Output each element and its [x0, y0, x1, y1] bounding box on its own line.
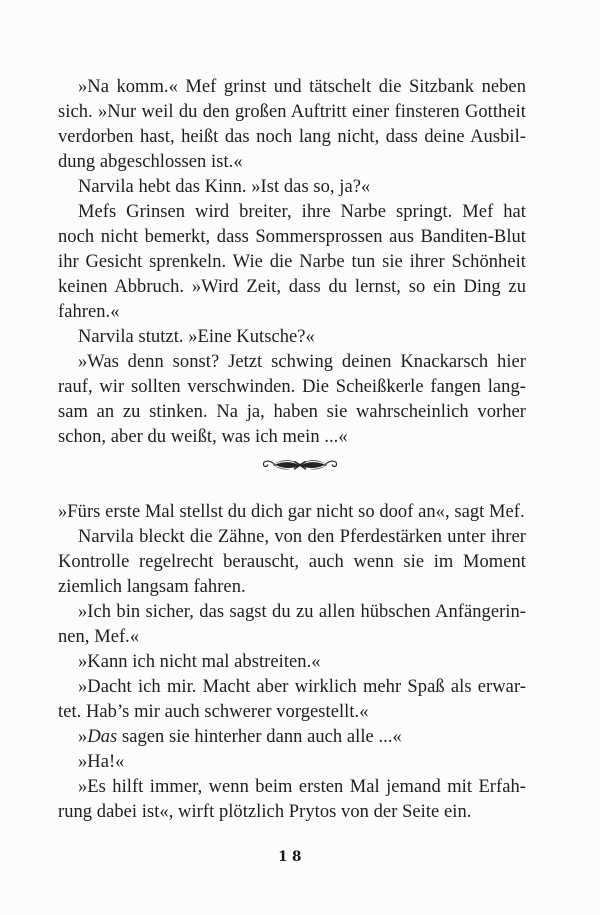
text-section-top [58, 75, 526, 450]
paragraph [58, 600, 526, 650]
paragraph [58, 725, 526, 750]
text-line: Narvila hebt das Kinn. »Ist das so, ja?« [78, 177, 371, 197]
text-line: schon, aber du weißt, was ich mein ...« [58, 427, 348, 447]
paragraph [58, 500, 526, 525]
paragraph [58, 350, 526, 450]
text-line [58, 725, 526, 750]
text-line: Kontrolle regelrecht berauscht, auch wenn sie im Moment [58, 552, 526, 572]
text-line: noch nicht bemerkt, dass Sommersprossen aus Banditen-Blut [58, 227, 526, 247]
text-line: ziemlich langsam fahren. [58, 577, 246, 597]
paragraph [58, 675, 526, 725]
text-section-bottom [58, 500, 526, 825]
text-line: sam an zu stinken. Na ja, haben sie wahrscheinlich vorher [58, 402, 526, 422]
text-line: ihr Gesicht sprenkeln. Wie die Narbe tun sie ihrer Schönheit [58, 252, 526, 272]
text-line: »Ha!« [78, 752, 125, 772]
section-divider [0, 452, 600, 482]
text-line: keinen Abbruch. »Wird Zeit, dass du lernst, so ein Ding zu [58, 277, 526, 297]
text-line: »Kann ich nicht mal abstreiten.« [78, 652, 321, 672]
text-line: fahren.« [58, 302, 120, 322]
text-line: nen, Mef.« [58, 627, 140, 647]
paragraph [58, 525, 526, 600]
text-segment: » [78, 727, 88, 747]
page-number: 18 [278, 849, 306, 865]
emphasized-text: Das [87, 727, 118, 747]
text-line: »Na komm.« Mef grinst und tätschelt die Sitzbank neben [78, 77, 526, 97]
text-line: verdorben hast, heißt das noch lang nicht, dass deine Ausbil- [58, 127, 526, 147]
paragraph [58, 750, 526, 775]
calligraphic-flourish-icon [260, 452, 340, 478]
text-segment: sagen sie hinterher dann auch alle ...« [117, 727, 402, 747]
paragraph [58, 325, 526, 350]
text-line: tet. Hab’s mir auch schwerer vorgestellt.« [58, 702, 369, 722]
paragraph [58, 650, 526, 675]
text-line: »Fürs erste Mal stellst du dich gar nicht so doof an«, sagt Mef. [58, 502, 525, 522]
text-line: »Ich bin sicher, das sagst du zu allen hübschen Anfängerin- [78, 602, 526, 622]
paragraph [58, 775, 526, 825]
paragraph [58, 75, 526, 175]
text-line: »Es hilft immer, wenn beim ersten Mal jemand mit Erfah- [78, 777, 526, 797]
text-line: »Dacht ich mir. Macht aber wirklich mehr Spaß als erwar- [78, 677, 526, 697]
text-line: Mefs Grinsen wird breiter, ihre Narbe springt. Mef hat [78, 202, 526, 222]
text-line: Narvila bleckt die Zähne, von den Pferdestärken unter ihrer [78, 527, 526, 547]
text-line: rung dabei ist«, wirft plötzlich Prytos von der Seite ein. [58, 802, 472, 822]
text-line: Narvila stutzt. »Eine Kutsche?« [78, 327, 315, 347]
text-line: dung abgeschlossen ist.« [58, 152, 243, 172]
paragraph [58, 200, 526, 325]
text-line: sich. »Nur weil du den großen Auftritt einer finsteren Gottheit [58, 102, 526, 122]
text-line: rauf, wir sollten verschwinden. Die Scheißkerle fangen lang- [58, 377, 526, 397]
paragraph [58, 175, 526, 200]
text-line: »Was denn sonst? Jetzt schwing deinen Knackarsch hier [78, 352, 526, 372]
